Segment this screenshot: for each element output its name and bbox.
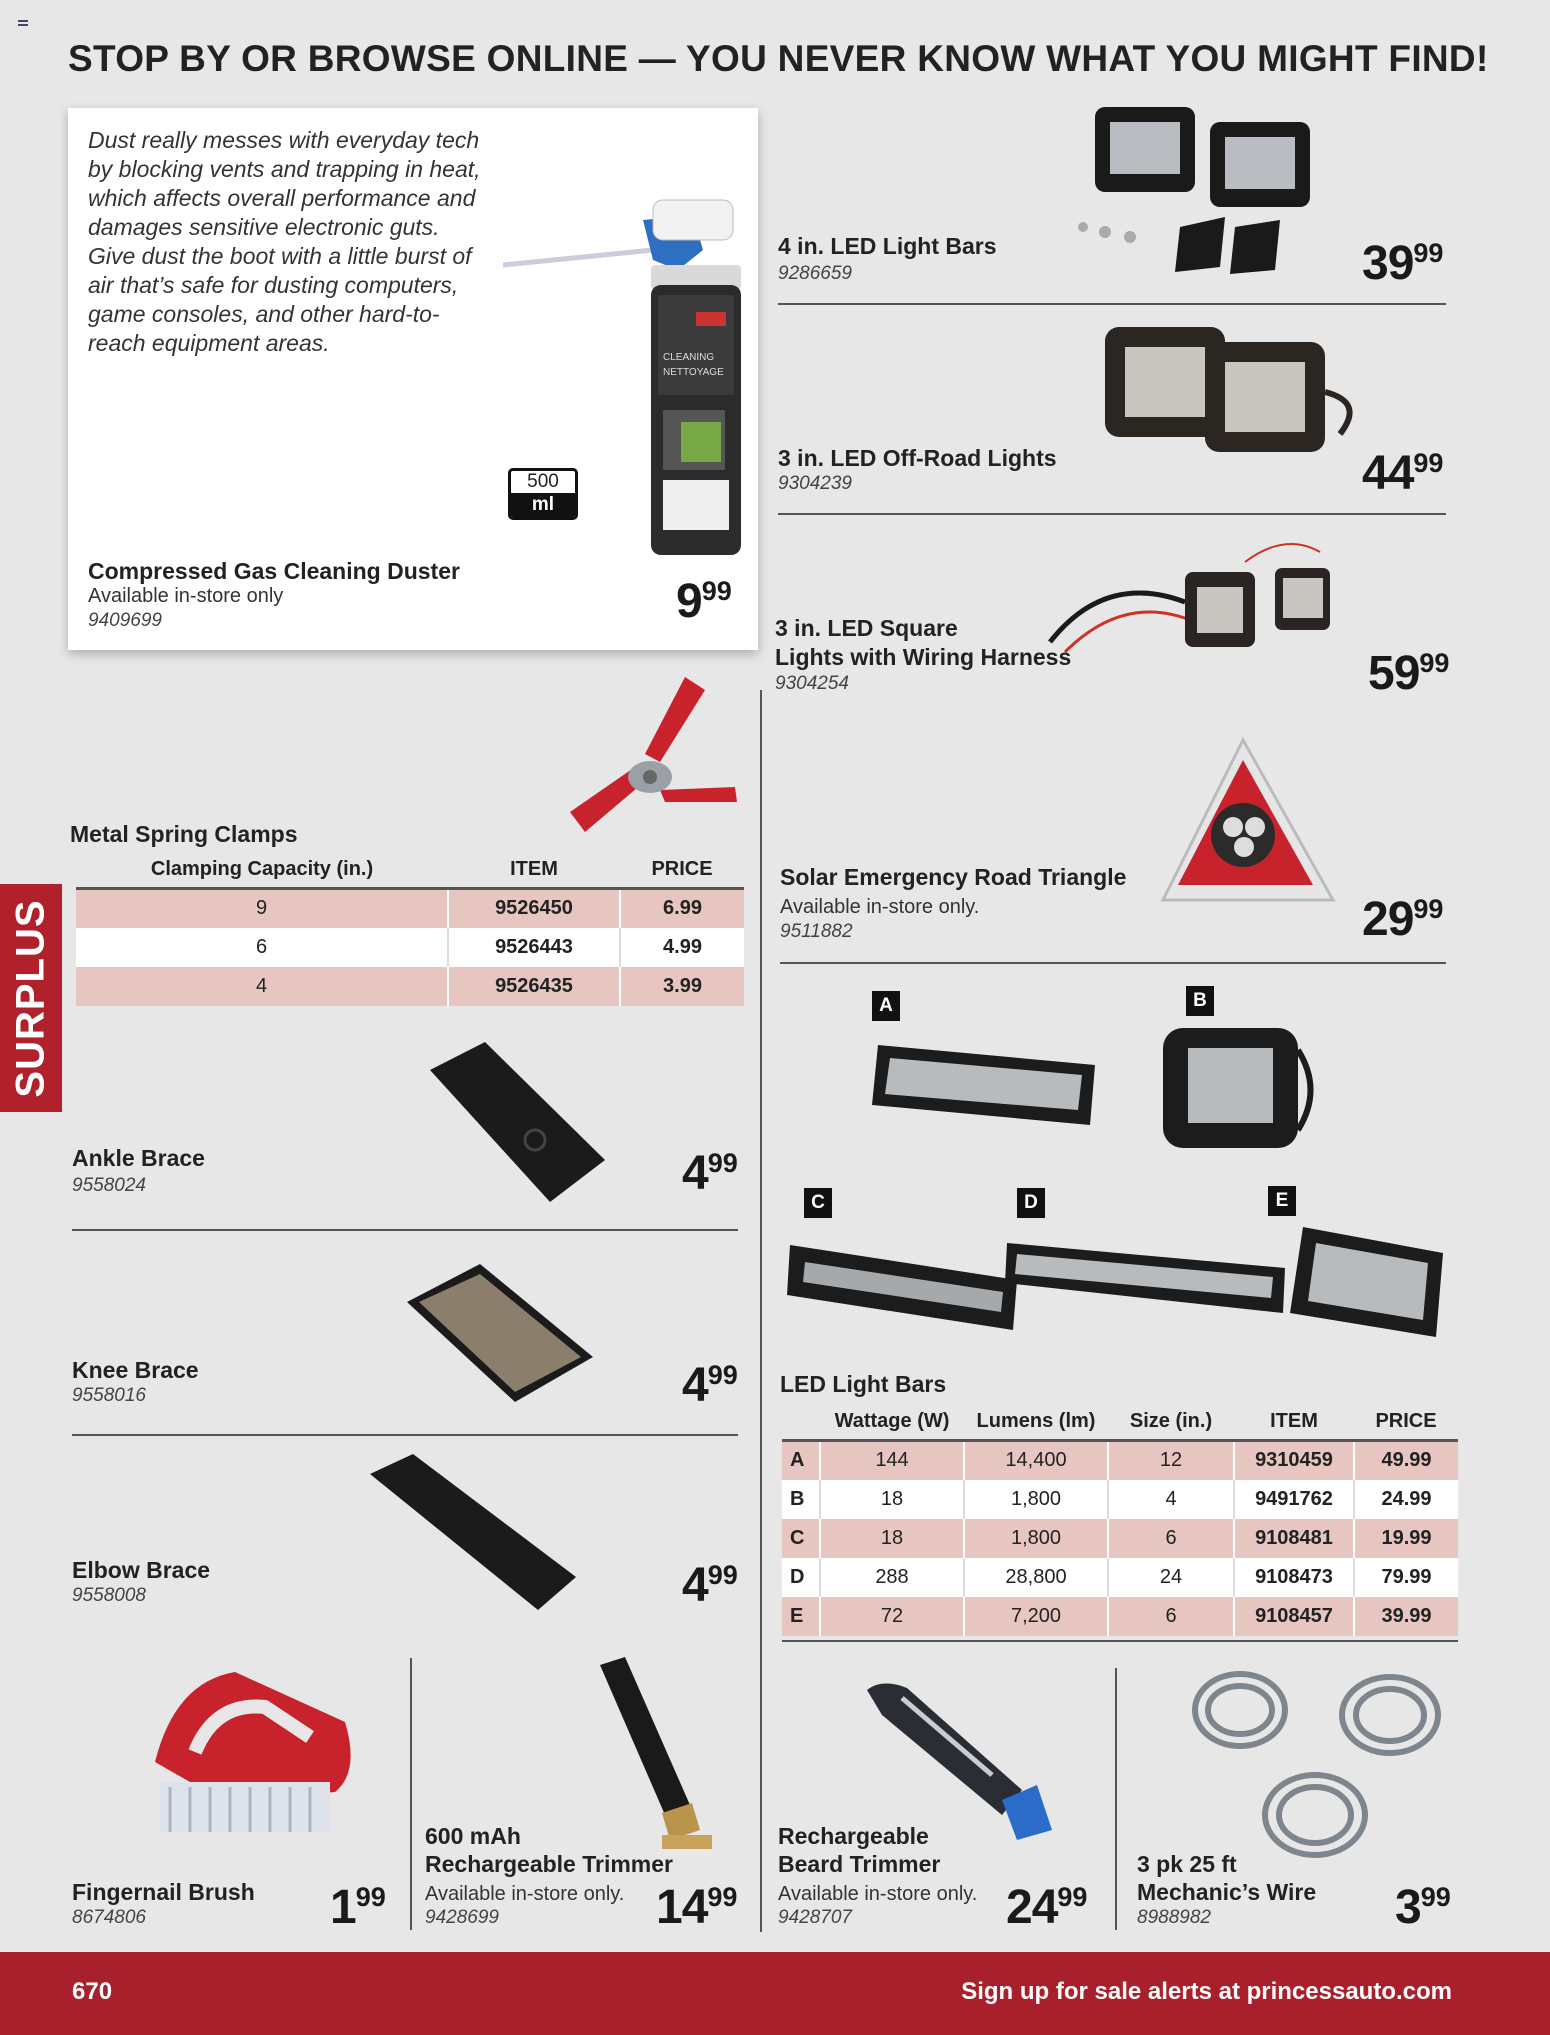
cell-wattage: 144 bbox=[820, 1441, 964, 1480]
price-dollars: 29 bbox=[1362, 893, 1414, 946]
price-cents: 99 bbox=[1419, 648, 1450, 678]
price-cents: 99 bbox=[1413, 448, 1444, 478]
price-dollars: 4 bbox=[682, 1147, 708, 1200]
led-bars-table-header bbox=[782, 1404, 1458, 1441]
table-bottom-rule bbox=[782, 1640, 1458, 1642]
letter-badge-b: B bbox=[1186, 986, 1214, 1016]
letter-badge-a: A bbox=[872, 991, 900, 1021]
duster-sku: 9409699 bbox=[88, 610, 162, 631]
mechanics-wire-name-1: 3 pk 25 ft bbox=[1137, 1851, 1237, 1877]
clamps-table bbox=[76, 852, 744, 1006]
cell-capacity: 9 bbox=[76, 889, 448, 928]
trimmer-name-2: Rechargeable Trimmer bbox=[425, 1851, 674, 1877]
fingernail-brush-name: Fingernail Brush bbox=[72, 1879, 255, 1905]
cell-price: 3.99 bbox=[620, 967, 744, 1006]
road-triangle-price bbox=[1362, 892, 1443, 947]
cell-item: 9108457 bbox=[1234, 1597, 1354, 1636]
cell-letter: E bbox=[782, 1597, 820, 1636]
divider bbox=[778, 513, 1446, 515]
led-4in-name: 4 in. LED Light Bars bbox=[778, 233, 997, 259]
cell-letter: B bbox=[782, 1480, 820, 1519]
bottom-divider-1 bbox=[410, 1658, 412, 1930]
cell-size: 24 bbox=[1108, 1558, 1234, 1597]
mechanics-wire-sku: 8988982 bbox=[1137, 1907, 1211, 1928]
fingernail-brush-sku: 8674806 bbox=[72, 1907, 146, 1928]
cell-wattage: 18 bbox=[820, 1480, 964, 1519]
led-3in-offroad-image bbox=[1075, 322, 1365, 462]
knee-brace-image bbox=[405, 1262, 595, 1404]
beard-trimmer-availability: Available in-store only. bbox=[778, 1883, 978, 1905]
cell-wattage: 18 bbox=[820, 1519, 964, 1558]
price-cents: 99 bbox=[1413, 894, 1444, 924]
price-cents: 99 bbox=[1057, 1882, 1088, 1912]
trimmer-availability: Available in-store only. bbox=[425, 1883, 625, 1905]
size-badge bbox=[508, 468, 578, 520]
led-3in-square-price bbox=[1368, 646, 1449, 701]
led-3in-offroad-sku: 9304239 bbox=[778, 473, 852, 494]
col-header: PRICE bbox=[1375, 1410, 1437, 1432]
ankle-brace-price bbox=[682, 1146, 738, 1201]
led-4in-image bbox=[1075, 102, 1335, 282]
table-row bbox=[782, 1597, 1458, 1636]
table-row bbox=[76, 889, 744, 928]
led-4in-price bbox=[1362, 236, 1443, 291]
price-dollars: 24 bbox=[1006, 1881, 1058, 1934]
divider bbox=[72, 1229, 738, 1231]
cell-size: 4 bbox=[1108, 1480, 1234, 1519]
knee-brace-sku: 9558016 bbox=[72, 1385, 146, 1406]
road-triangle-name: Solar Emergency Road Triangle bbox=[780, 864, 1127, 890]
price-cents: 99 bbox=[707, 1882, 738, 1912]
fingernail-brush-price bbox=[330, 1880, 386, 1935]
cell-wattage: 288 bbox=[820, 1558, 964, 1597]
duster-card[interactable] bbox=[68, 108, 758, 650]
cell-item: 9526443 bbox=[448, 928, 620, 967]
led-3in-offroad-name: 3 in. LED Off-Road Lights bbox=[778, 445, 1057, 471]
led-3in-square-name-1: 3 in. LED Square bbox=[775, 615, 958, 641]
price-dollars: 3 bbox=[1395, 1881, 1421, 1934]
beard-trimmer-name-1: Rechargeable bbox=[778, 1823, 929, 1849]
cell-price: 79.99 bbox=[1354, 1558, 1458, 1597]
cell-price: 19.99 bbox=[1354, 1519, 1458, 1558]
col-header: ITEM bbox=[1270, 1410, 1318, 1432]
col-header: Size (in.) bbox=[1129, 1410, 1213, 1432]
clamps-title: Metal Spring Clamps bbox=[70, 821, 298, 847]
cell-lumens: 14,400 bbox=[964, 1441, 1108, 1480]
bottom-divider-2 bbox=[1115, 1668, 1117, 1930]
size-badge-value: 500 bbox=[527, 471, 559, 492]
led-bar-b-image bbox=[1148, 1020, 1318, 1160]
cell-capacity: 6 bbox=[76, 928, 448, 967]
col-header: Wattage (W) bbox=[834, 1410, 950, 1432]
mechanics-wire-price bbox=[1395, 1880, 1451, 1935]
price-cents: 99 bbox=[707, 1360, 738, 1390]
elbow-brace-sku: 9558008 bbox=[72, 1585, 146, 1606]
cell-item: 9491762 bbox=[1234, 1480, 1354, 1519]
cell-letter: A bbox=[782, 1441, 820, 1480]
fingernail-brush-image bbox=[145, 1662, 360, 1842]
svg-text:CLEANING: CLEANING bbox=[663, 352, 715, 363]
duster-availability: Available in-store only bbox=[88, 585, 284, 607]
cell-size: 6 bbox=[1108, 1519, 1234, 1558]
led-3in-square-sku: 9304254 bbox=[775, 673, 849, 694]
cell-price: 24.99 bbox=[1354, 1480, 1458, 1519]
led-3in-offroad-price bbox=[1362, 446, 1443, 501]
table-row bbox=[782, 1441, 1458, 1480]
section-tab-label: SURPLUS bbox=[8, 898, 53, 1098]
clamps-table-header bbox=[76, 852, 744, 889]
col-header bbox=[782, 1404, 820, 1441]
cell-size: 12 bbox=[1108, 1441, 1234, 1480]
divider bbox=[780, 962, 1446, 964]
letter-badge-e: E bbox=[1268, 1186, 1296, 1216]
cell-item: 9108481 bbox=[1234, 1519, 1354, 1558]
page-number: 670 bbox=[72, 1978, 113, 2005]
divider bbox=[72, 1434, 738, 1436]
col-header: Clamping Capacity (in.) bbox=[150, 858, 374, 880]
table-row bbox=[782, 1558, 1458, 1597]
col-header: Lumens (lm) bbox=[976, 1410, 1096, 1432]
led-3in-square-image bbox=[1045, 532, 1330, 662]
price-cents: 99 bbox=[707, 1560, 738, 1590]
led-bars-table bbox=[782, 1404, 1458, 1636]
letter-badge-c: C bbox=[804, 1188, 832, 1218]
svg-text:NETTOYAGE: NETTOYAGE bbox=[663, 367, 724, 378]
column-divider bbox=[760, 690, 762, 1932]
price-cents: 99 bbox=[1420, 1882, 1451, 1912]
col-header: PRICE bbox=[651, 858, 713, 880]
cell-letter: C bbox=[782, 1519, 820, 1558]
cell-item: 9526450 bbox=[448, 889, 620, 928]
road-triangle-image bbox=[1158, 735, 1336, 920]
letter-badge-d: D bbox=[1017, 1188, 1045, 1218]
price-dollars: 59 bbox=[1368, 647, 1420, 700]
led-bar-d-image bbox=[1005, 1238, 1287, 1318]
duster-description: Dust really messes with everyday tech by blocking vents and trapping in heat, which affects overall performance and damages sensitive electronic guts. Give dust the boot with a little burst of air that’s safe for dusting computers, game consoles, and other hard-to-reach equipment areas. bbox=[88, 127, 481, 356]
table-row bbox=[76, 928, 744, 967]
section-tab[interactable] bbox=[0, 884, 62, 1112]
cell-item: 9310459 bbox=[1234, 1441, 1354, 1480]
mechanics-wire-name-2: Mechanic’s Wire bbox=[1137, 1879, 1317, 1905]
cell-lumens: 1,800 bbox=[964, 1480, 1108, 1519]
duster-price bbox=[676, 574, 732, 629]
cell-capacity: 4 bbox=[76, 967, 448, 1006]
divider bbox=[778, 303, 1446, 305]
corner-mark bbox=[18, 20, 28, 26]
ankle-brace-sku: 9558024 bbox=[72, 1175, 146, 1196]
table-row bbox=[76, 967, 744, 1006]
elbow-brace-price bbox=[682, 1558, 738, 1613]
beard-trimmer-sku: 9428707 bbox=[778, 1907, 852, 1928]
led-3in-square-name-2: Lights with Wiring Harness bbox=[775, 644, 1072, 670]
elbow-brace-name: Elbow Brace bbox=[72, 1557, 211, 1583]
footer bbox=[0, 1952, 1550, 2035]
beard-trimmer-image bbox=[862, 1680, 1062, 1845]
beard-trimmer-name-2: Beard Trimmer bbox=[778, 1851, 941, 1877]
clamp-image bbox=[565, 672, 740, 837]
cell-letter: D bbox=[782, 1558, 820, 1597]
cell-price: 6.99 bbox=[620, 889, 744, 928]
cell-wattage: 72 bbox=[820, 1597, 964, 1636]
led-bar-e-image bbox=[1288, 1225, 1446, 1340]
cell-item: 9108473 bbox=[1234, 1558, 1354, 1597]
price-dollars: 4 bbox=[682, 1559, 708, 1612]
led-bar-c-image bbox=[785, 1240, 1020, 1335]
trimmer-price bbox=[656, 1880, 737, 1935]
price-dollars: 4 bbox=[682, 1359, 708, 1412]
beard-trimmer-price bbox=[1006, 1880, 1087, 1935]
cell-price: 49.99 bbox=[1354, 1441, 1458, 1480]
price-dollars: 1 bbox=[330, 1881, 356, 1934]
price-dollars: 39 bbox=[1362, 237, 1414, 290]
knee-brace-price bbox=[682, 1358, 738, 1413]
cell-price: 4.99 bbox=[620, 928, 744, 967]
cell-size: 6 bbox=[1108, 1597, 1234, 1636]
price-dollars: 9 bbox=[676, 575, 702, 628]
led-bars-title: LED Light Bars bbox=[780, 1371, 947, 1397]
price-dollars: 44 bbox=[1362, 447, 1414, 500]
sale-alerts-link[interactable]: Sign up for sale alerts at princessauto.com bbox=[961, 1978, 1452, 2005]
table-row bbox=[782, 1480, 1458, 1519]
led-bar-a-image bbox=[870, 1040, 1098, 1130]
ankle-brace-name: Ankle Brace bbox=[72, 1145, 205, 1171]
duster-name: Compressed Gas Cleaning Duster bbox=[88, 558, 460, 584]
cell-lumens: 7,200 bbox=[964, 1597, 1108, 1636]
knee-brace-name: Knee Brace bbox=[72, 1357, 199, 1383]
cell-lumens: 28,800 bbox=[964, 1558, 1108, 1597]
table-row bbox=[782, 1519, 1458, 1558]
road-triangle-sku: 9511882 bbox=[780, 921, 853, 942]
road-triangle-availability: Available in-store only. bbox=[780, 896, 980, 918]
cell-price: 39.99 bbox=[1354, 1597, 1458, 1636]
price-cents: 99 bbox=[707, 1148, 738, 1178]
size-badge-unit: ml bbox=[511, 493, 575, 517]
col-header: ITEM bbox=[510, 858, 558, 880]
elbow-brace-image bbox=[368, 1452, 578, 1612]
price-dollars: 14 bbox=[656, 1881, 708, 1934]
ankle-brace-image bbox=[425, 1040, 610, 1205]
mechanics-wire-image bbox=[1185, 1665, 1450, 1865]
trimmer-sku: 9428699 bbox=[425, 1907, 499, 1928]
price-cents: 99 bbox=[1413, 238, 1444, 268]
trimmer-image bbox=[590, 1655, 740, 1855]
price-cents: 99 bbox=[355, 1882, 386, 1912]
cell-item: 9526435 bbox=[448, 967, 620, 1006]
page-headline: STOP BY OR BROWSE ONLINE — YOU NEVER KNOW WHAT YOU MIGHT FIND! bbox=[68, 38, 1489, 79]
price-cents: 99 bbox=[701, 576, 732, 606]
cell-lumens: 1,800 bbox=[964, 1519, 1108, 1558]
led-4in-sku: 9286659 bbox=[778, 263, 852, 284]
trimmer-name-1: 600 mAh bbox=[425, 1823, 521, 1849]
